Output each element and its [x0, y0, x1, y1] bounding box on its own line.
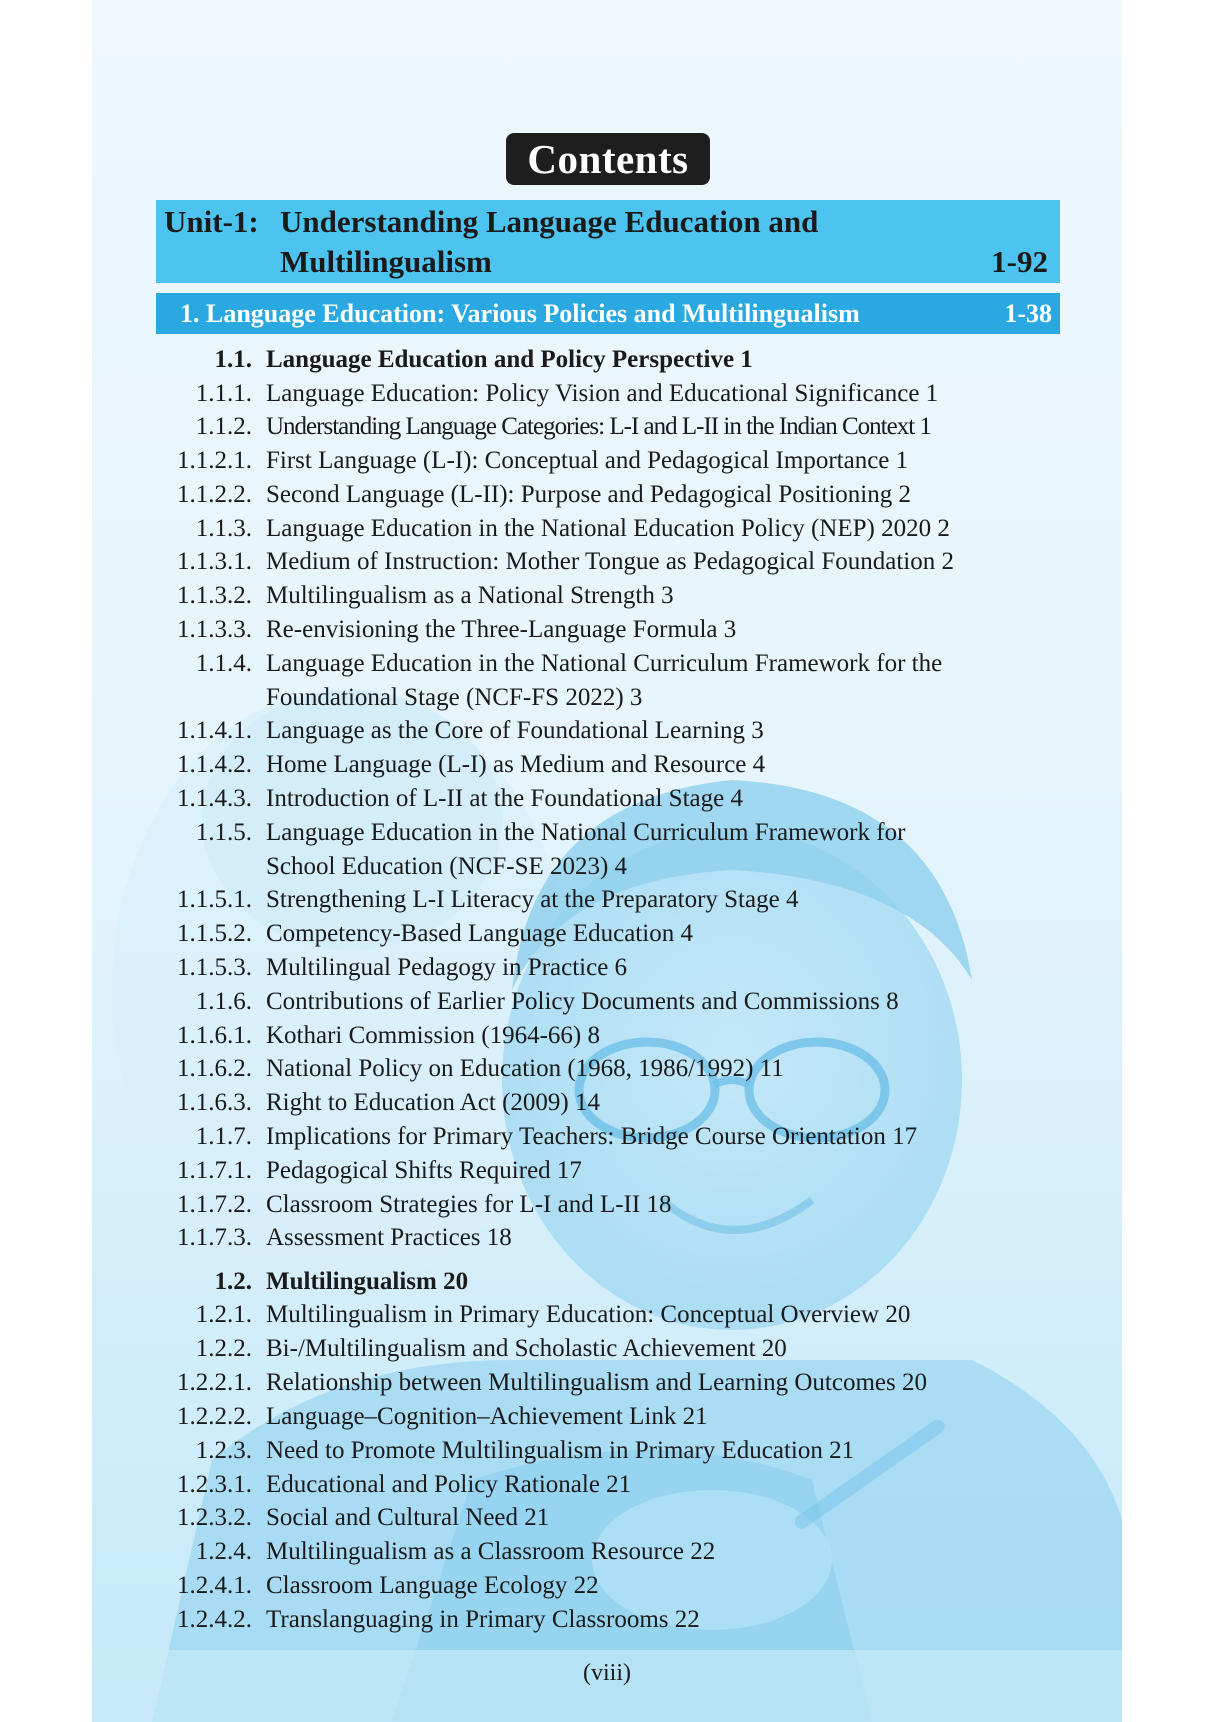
toc-entry	[92, 1501, 1122, 1535]
toc-entry-number: 1.1.5.2.	[177, 920, 252, 947]
toc-entry-title: Second Language (L-II): Purpose and Pedagogical Positioning 2	[266, 481, 911, 508]
toc-entry-number: 1.1.6.3.	[177, 1089, 252, 1116]
toc-entry-number: 1.2.4.1.	[177, 1572, 252, 1599]
toc-entry	[92, 613, 1122, 647]
toc-entry-title: Medium of Instruction: Mother Tongue as Pedagogical Foundation 2	[266, 548, 954, 575]
toc-entry-number: 1.1.5.3.	[177, 954, 252, 981]
toc-entry	[92, 917, 1122, 951]
toc-entry	[92, 1434, 1122, 1468]
toc-entry-number: 1.1.3.3.	[177, 616, 252, 643]
toc-entry	[92, 478, 1122, 512]
unit-title-line1: Understanding Language Education and	[280, 204, 819, 239]
toc-entry-number: 1.2.	[214, 1268, 252, 1295]
toc-entry	[92, 951, 1122, 985]
toc-entry	[92, 579, 1122, 613]
chapter-page-range: 1-38	[1004, 298, 1052, 328]
toc-entry-number: 1.1.3.1.	[177, 548, 252, 575]
toc-entry-title: Relationship between Multilingualism and Learning Outcomes 20	[266, 1369, 927, 1396]
toc-entry-title: Strengthening L-I Literacy at the Preparatory Stage 4	[266, 886, 799, 913]
toc-entry-number: 1.1.7.1.	[177, 1157, 252, 1184]
toc-entry	[92, 1019, 1122, 1053]
contents-title: Contents	[506, 133, 710, 185]
toc-entry-number: 1.1.1.	[195, 380, 252, 407]
toc-entry-number: 1.2.3.	[195, 1437, 252, 1464]
toc-entry-number: 1.2.2.	[195, 1335, 252, 1362]
toc-entry-title: National Policy on Education (1968, 1986/1992) 11	[266, 1055, 784, 1082]
toc-entry-title: Language Education and Policy Perspective 1	[266, 346, 753, 373]
toc-entry-number: 1.2.1.	[195, 1301, 252, 1328]
toc-entry-number: 1.1.5.	[195, 819, 252, 846]
toc-entry	[92, 883, 1122, 917]
toc-entry	[92, 1332, 1122, 1366]
unit-label: Unit-1:	[164, 204, 259, 239]
toc-entry-title: Social and Cultural Need 21	[266, 1504, 550, 1531]
toc-entry	[92, 1569, 1122, 1603]
toc-entry-title: Kothari Commission (1964-66) 8	[266, 1022, 601, 1049]
toc-entry-number: 1.1.	[214, 346, 252, 373]
toc-entry-number: 1.1.2.	[195, 413, 252, 440]
toc-entry-title: Contributions of Earlier Policy Documents and Commissions 8	[266, 988, 899, 1015]
toc-entry	[92, 748, 1122, 782]
toc-entry-number: 1.2.3.1.	[177, 1471, 252, 1498]
toc-entry-title: Foundational Stage (NCF-FS 2022) 3	[266, 684, 643, 711]
toc-entry-title: Implications for Primary Teachers: Bridge Course Orientation 17	[266, 1123, 918, 1150]
chapter-heading-bar	[156, 293, 1060, 334]
toc-entry-title: Language Education: Policy Vision and Educational Significance 1	[266, 380, 939, 407]
toc-entry-number: 1.1.6.	[195, 988, 252, 1015]
toc-entry	[92, 1265, 1122, 1299]
toc-entry-title: Need to Promote Multilingualism in Primary Education 21	[266, 1437, 855, 1464]
toc-entry-number: 1.1.2.2.	[177, 481, 252, 508]
unit-heading-bar	[156, 200, 1060, 283]
toc-entry-number: 1.1.4.	[195, 650, 252, 677]
toc-entry-number: 1.1.7.	[195, 1123, 252, 1150]
toc-entry	[92, 343, 1122, 377]
toc-entry-number: 1.1.6.2.	[177, 1055, 252, 1082]
toc-entry	[92, 850, 1122, 884]
toc-entry-title: Re-envisioning the Three-Language Formula 3	[266, 616, 737, 643]
toc-entry-number: 1.1.4.1.	[177, 717, 252, 744]
toc-entry-title: Bi-/Multilingualism and Scholastic Achievement 20	[266, 1335, 787, 1362]
toc-entry-number: 1.2.2.1.	[177, 1369, 252, 1396]
toc-entry	[92, 1154, 1122, 1188]
toc-entry-title: School Education (NCF-SE 2023) 4	[266, 853, 628, 880]
toc-entry-title: Language Education in the National Curriculum Framework for	[266, 819, 906, 846]
toc-entry-title: Pedagogical Shifts Required 17	[266, 1157, 582, 1184]
toc-entry-title: Language–Cognition–Achievement Link 21	[266, 1403, 708, 1430]
toc-entry-title: Right to Education Act (2009) 14	[266, 1089, 600, 1116]
toc-entry	[92, 1052, 1122, 1086]
toc-entry-number: 1.1.4.3.	[177, 785, 252, 812]
toc-entry-title: Multilingualism in Primary Education: Conceptual Overview 20	[266, 1301, 911, 1328]
toc-entry-number: 1.1.3.	[195, 515, 252, 542]
toc-entry	[92, 512, 1122, 546]
page-folio: (viii)	[583, 1660, 631, 1686]
toc-entry	[92, 377, 1122, 411]
toc-entry	[92, 1120, 1122, 1154]
toc-entry	[92, 444, 1122, 478]
toc-entry	[92, 410, 1122, 444]
toc-entry-title: Assessment Practices 18	[266, 1224, 512, 1251]
toc-entry	[92, 1400, 1122, 1434]
toc-entry-title: Competency-Based Language Education 4	[266, 920, 693, 947]
toc-entry-title: Language as the Core of Foundational Learning 3	[266, 717, 764, 744]
toc-entry	[92, 782, 1122, 816]
toc-entry	[92, 545, 1122, 579]
toc-entry-title: Classroom Language Ecology 22	[266, 1572, 599, 1599]
toc-entry-title: Language Education in the National Curriculum Framework for the	[266, 650, 943, 677]
unit-page-range: 1-92	[991, 244, 1048, 279]
toc-entry	[92, 816, 1122, 850]
toc-entry	[92, 1298, 1122, 1332]
unit-title-line2: Multilingualism	[280, 244, 492, 279]
toc-entry-title: Multilingual Pedagogy in Practice 6	[266, 954, 628, 981]
toc-entry-title: Multilingualism 20	[266, 1268, 469, 1295]
toc-entry	[92, 1086, 1122, 1120]
toc-entry-title: Educational and Policy Rationale 21	[266, 1471, 632, 1498]
toc-entry	[92, 985, 1122, 1019]
toc-entry-number: 1.1.3.2.	[177, 582, 252, 609]
toc-entry-number: 1.1.2.1.	[177, 447, 252, 474]
toc-entry-title: First Language (L-I): Conceptual and Pedagogical Importance 1	[266, 447, 909, 474]
toc-entry	[92, 1366, 1122, 1400]
toc-entry	[92, 1221, 1122, 1255]
toc-entry-number: 1.1.6.1.	[177, 1022, 252, 1049]
toc-entry	[92, 1603, 1122, 1637]
toc-entry	[92, 714, 1122, 748]
toc-entry-number: 1.2.2.2.	[177, 1403, 252, 1430]
toc-entry-number: 1.1.5.1.	[177, 886, 252, 913]
toc-entry-number: 1.2.3.2.	[177, 1504, 252, 1531]
toc-entry-number: 1.2.4.2.	[177, 1606, 252, 1633]
book-page	[92, 0, 1122, 1722]
toc-entry	[92, 647, 1122, 681]
toc-entry	[92, 681, 1122, 715]
toc-entry-number: 1.1.7.2.	[177, 1191, 252, 1218]
toc-entry-title: Home Language (L-I) as Medium and Resource 4	[266, 751, 766, 778]
toc-entry-number: 1.1.4.2.	[177, 751, 252, 778]
toc-entry-title: Understanding Language Categories: L-I and L-II in the Indian Context 1	[266, 413, 931, 440]
toc-entry-title: Introduction of L-II at the Foundational Stage 4	[266, 785, 743, 812]
chapter-title: 1. Language Education: Various Policies and Multilingualism	[180, 298, 860, 328]
toc-entry-number: 1.1.7.3.	[177, 1224, 252, 1251]
toc-entry-title: Multilingualism as a National Strength 3	[266, 582, 674, 609]
toc-entry-title: Multilingualism as a Classroom Resource 22	[266, 1538, 716, 1565]
toc-entry	[92, 1535, 1122, 1569]
toc-entry	[92, 1188, 1122, 1222]
toc-entry	[92, 1468, 1122, 1502]
toc-entry-title: Language Education in the National Education Policy (NEP) 2020 2	[266, 515, 950, 542]
toc-entry-title: Translanguaging in Primary Classrooms 22	[266, 1606, 700, 1633]
toc-entry-title: Classroom Strategies for L-I and L-II 18	[266, 1191, 672, 1218]
toc-entry-number: 1.2.4.	[195, 1538, 252, 1565]
